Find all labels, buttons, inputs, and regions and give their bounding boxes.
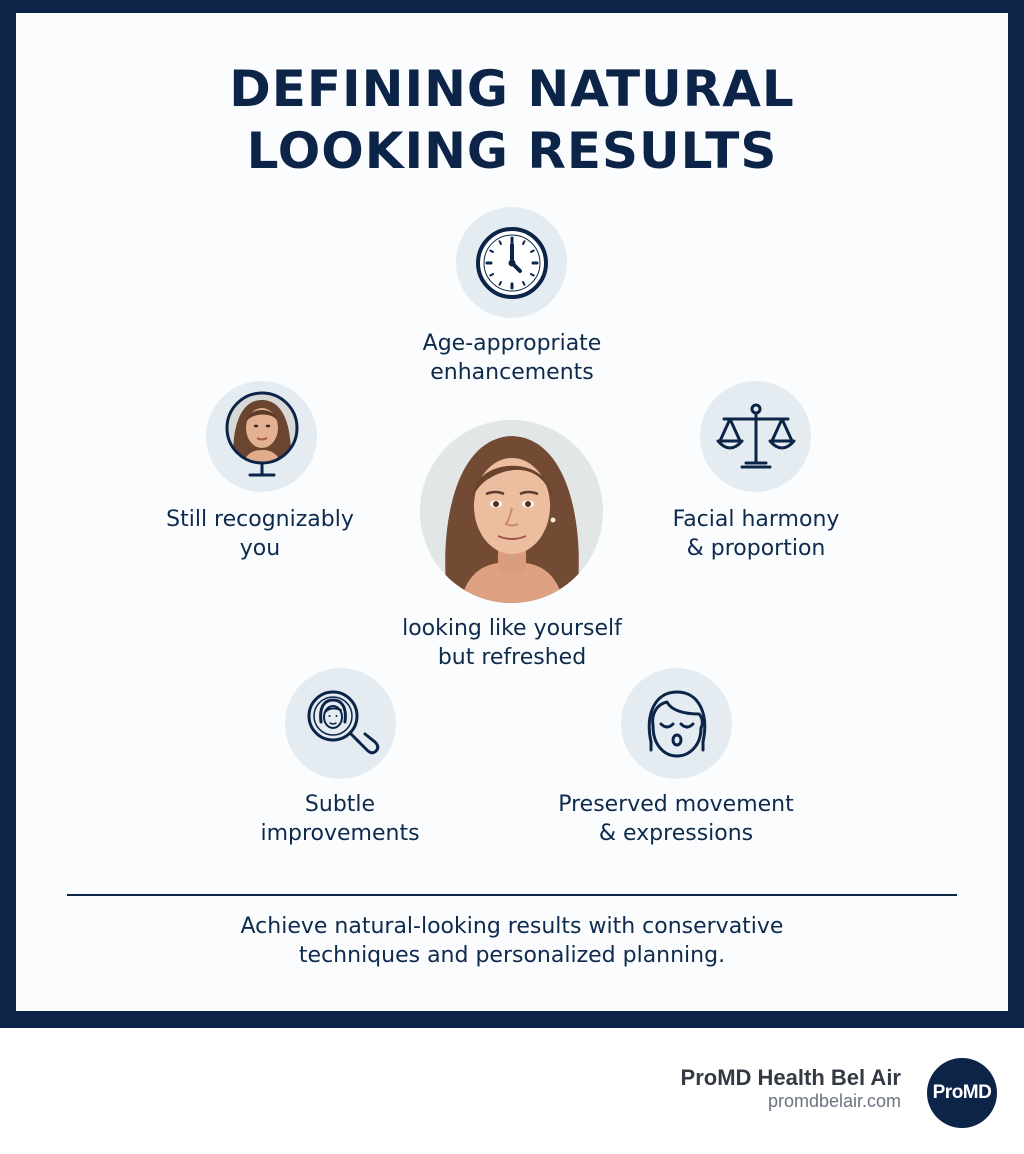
divider-line: [67, 894, 957, 896]
mirror-portrait-icon: [220, 388, 304, 486]
harmony-label: [626, 505, 886, 563]
face-icon-circle: [621, 668, 732, 779]
scale-icon-circle: [700, 381, 811, 492]
page-title: [0, 58, 1024, 182]
recognizable-label: [130, 505, 390, 563]
center-label-line-2: but refreshed: [437, 645, 587, 670]
tagline-line-1: Achieve natural-looking results with conservative: [240, 914, 784, 939]
brand-name: ProMD Health Bel Air: [680, 1065, 901, 1090]
recognizable-label-line-2: you: [239, 536, 281, 561]
center-label-line-1: looking like yourself: [402, 616, 622, 641]
movement-label-line-2: & expressions: [598, 821, 754, 846]
title-line-2: LOOKING RESULTS: [246, 122, 778, 180]
logo-text: ProMD: [932, 1082, 992, 1103]
harmony-label-line-1: Facial harmony: [672, 507, 840, 532]
magnifier-face-icon: [301, 684, 381, 764]
center-portrait: [420, 420, 603, 603]
woman-portrait-image: [420, 420, 603, 603]
age-appropriate-label: [362, 329, 662, 387]
age-label-line-2: enhancements: [430, 360, 594, 385]
movement-label: [526, 790, 826, 848]
movement-label-line-1: Preserved movement: [558, 792, 794, 817]
magnifier-icon-circle: [285, 668, 396, 779]
center-label: [362, 614, 662, 672]
balance-scale-icon: [714, 401, 798, 473]
subtle-label-line-1: Subtle: [304, 792, 376, 817]
expressive-face-icon: [637, 684, 717, 764]
age-label-line-1: Age-appropriate: [422, 331, 602, 356]
promd-logo: [927, 1058, 997, 1128]
clock-icon: [474, 225, 550, 301]
subtle-label-line-2: improvements: [260, 821, 420, 846]
title-line-1: DEFINING NATURAL: [229, 60, 795, 118]
tagline-line-2: techniques and personalized planning.: [298, 943, 726, 968]
clock-icon-circle: [456, 207, 567, 318]
subtle-label: [220, 790, 460, 848]
mirror-portrait-circle: [206, 381, 317, 492]
brand-url[interactable]: promdbelair.com: [767, 1091, 901, 1111]
recognizable-label-line-1: Still recognizably: [166, 507, 354, 532]
tagline: [0, 912, 1024, 970]
harmony-label-line-2: & proportion: [686, 536, 826, 561]
